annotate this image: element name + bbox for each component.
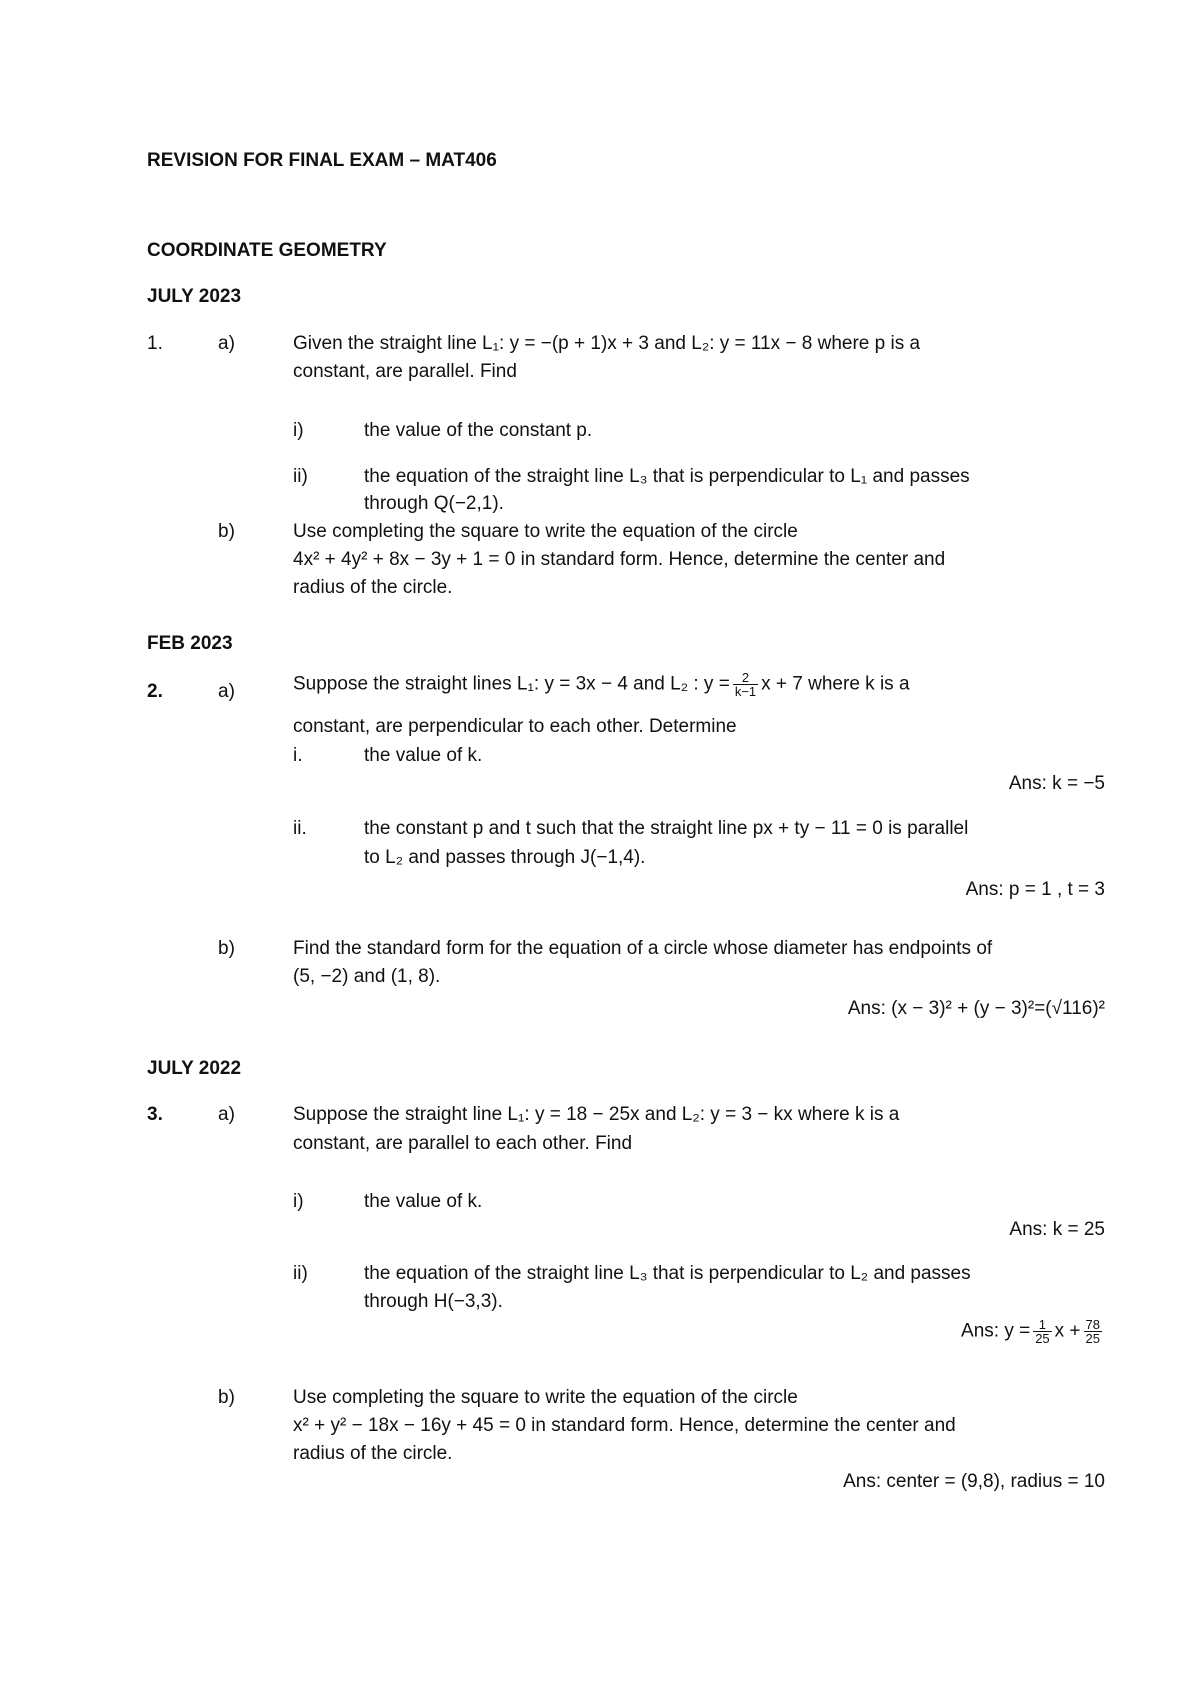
question-text: to L₂ and passes through J(−1,4). [364, 847, 646, 868]
subpart-label: i) [293, 420, 304, 441]
question-text: radius of the circle. [293, 1443, 453, 1464]
session-heading-feb-2023: FEB 2023 [147, 633, 233, 654]
answer-text: Ans: y = $\frac{1}{25}$ x + $\frac{78}{25}$ [961, 1317, 1100, 1346]
question-text: the value of k. [364, 1191, 483, 1212]
question-text: the value of the constant p. [364, 420, 593, 441]
answer-text: Ans: (x − 3)² + (y − 3)²=(√116)² [847, 998, 1105, 1019]
subpart-label: ii. [293, 818, 307, 839]
question-text: constant, are parallel to each other. Find [293, 1133, 633, 1154]
question-text: Use completing the square to write the equation of the circle [293, 1387, 798, 1408]
question-number: 1. [147, 333, 163, 354]
fraction: $\frac{78}{25}$ [1085, 1317, 1100, 1346]
question-text: through Q(−2,1). [364, 493, 504, 514]
question-text: the constant p and t such that the straight line px + ty − 11 = 0 is parallel [364, 818, 969, 839]
subpart-label: ii) [293, 466, 308, 487]
question-text: x² + y² − 18x − 16y + 45 = 0 in standard form. Hence, determine the center and [293, 1415, 956, 1436]
session-heading-july-2022: JULY 2022 [147, 1058, 242, 1079]
document-title: REVISION FOR FINAL EXAM – MAT406 [147, 150, 497, 171]
question-text: constant, are parallel. Find [293, 361, 517, 382]
question-text: 4x² + 4y² + 8x − 3y + 1 = 0 in standard form. Hence, determine the center and [293, 549, 946, 570]
subpart-label: ii) [293, 1263, 308, 1284]
question-text: the equation of the straight line L₃ that is perpendicular to L₁ and passes [364, 466, 970, 487]
session-heading-july-2023: JULY 2023 [147, 286, 242, 307]
question-text: the value of k. [364, 745, 483, 766]
question-number: 3. [147, 1104, 163, 1125]
part-label: a) [218, 333, 235, 354]
answer-text: Ans: k = −5 [1008, 773, 1105, 794]
question-text: Suppose the straight lines L₁: y = 3x − 4 and L₂ : y = $\frac{2}{k-1}$ x + 7 where k is a [293, 670, 910, 699]
question-number: 2. [147, 681, 163, 702]
question-text: (5, −2) and (1, 8). [293, 966, 441, 987]
part-label: b) [218, 1387, 235, 1408]
subpart-label: i. [293, 745, 303, 766]
question-text: through H(−3,3). [364, 1291, 503, 1312]
part-label: b) [218, 938, 235, 959]
answer-text: Ans: p = 1 , t = 3 [965, 879, 1105, 900]
question-text: Find the standard form for the equation of a circle whose diameter has endpoints of [293, 938, 993, 959]
section-heading: COORDINATE GEOMETRY [147, 240, 387, 261]
question-text: the equation of the straight line L₃ that is perpendicular to L₂ and passes [364, 1263, 971, 1284]
fraction: $\frac{1}{25}$ [1035, 1317, 1050, 1346]
question-text: Use completing the square to write the equation of the circle [293, 521, 798, 542]
answer-text: Ans: k = 25 [1009, 1219, 1105, 1240]
subpart-label: i) [293, 1191, 304, 1212]
question-text: Suppose the straight line L₁: y = 18 − 25x and L₂: y = 3 − kx where k is a [293, 1104, 900, 1125]
fraction: $\frac{2}{k-1}$ [734, 670, 757, 699]
answer-text: Ans: center = (9,8), radius = 10 [843, 1471, 1105, 1492]
part-label: a) [218, 681, 235, 702]
part-label: b) [218, 521, 235, 542]
question-text: constant, are perpendicular to each other. Determine [293, 716, 737, 737]
part-label: a) [218, 1104, 235, 1125]
question-text: Given the straight line L₁: y = −(p + 1)x + 3 and L₂: y = 11x − 8 where p is a [293, 333, 921, 354]
question-text: radius of the circle. [293, 577, 453, 598]
